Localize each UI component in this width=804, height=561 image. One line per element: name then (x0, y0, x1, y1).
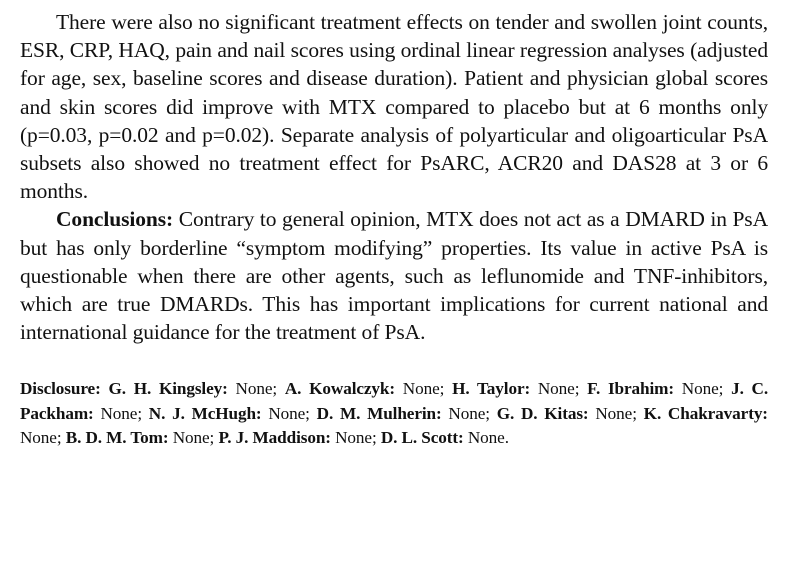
disclosure-author: F. Ibrahim: (587, 379, 675, 399)
disclosure-value: None. (467, 427, 509, 447)
disclosure-author: D. L. Scott: (380, 427, 464, 447)
disclosure-value: None; (335, 427, 377, 447)
disclosure-author: P. J. Maddison: (218, 427, 331, 447)
disclosure-value: None; (172, 427, 215, 447)
disclosure-author: D. M. Mulherin: (316, 403, 442, 423)
disclosure-value: None; (448, 403, 490, 423)
conclusions-text: Contrary to general opinion, MTX does not act as a DMARD in PsA but has only borderline “symptom modifying” properties. Its value in active PsA is questionable when there are other agents, such as leflunomide and TNF-inhibitors, which are true DMARDs. This has important implications for current national and international guidance for the treatment of PsA. (20, 207, 769, 345)
disclosure-value: None; (268, 403, 310, 423)
conclusions-heading: Conclusions: (56, 207, 174, 232)
disclosure-section (20, 377, 768, 450)
conclusions-section (20, 205, 768, 346)
results-section (20, 8, 768, 205)
results-paragraph: There were also no significant treatment effects on tender and swollen joint counts, ESR, CRP, HAQ, pain and nail scores using ordinal linear regression analyses (adjusted for age, sex, baseline scores and disease duration). Patient and physician global scores and skin scores did improve with MTX compared to placebo but at 6 months only (p=0.03, p=0.02 and p=0.02). Separate analysis of polyarticular and oligoarticular PsA subsets also showed no treatment effect for PsARC, ACR20 and DAS28 at 3 or 6 months. (20, 10, 768, 204)
disclosure-value: None; (595, 403, 637, 423)
disclosure-author: B. D. M. Tom: (65, 427, 169, 447)
disclosure-value: None; (537, 379, 580, 399)
disclosure-value: None; (100, 403, 142, 423)
disclosure-value: None; (20, 427, 62, 447)
disclosure-author: G. D. Kitas: (496, 403, 589, 423)
disclosure-author: G. H. Kingsley: (108, 379, 228, 399)
disclosure-author: J. C. Packham: (20, 379, 769, 423)
disclosure-value: None; (402, 379, 445, 399)
disclosure-author: H. Taylor: (452, 379, 531, 399)
disclosure-label: Disclosure: (20, 379, 101, 399)
disclosure-author: K. Chakravarty: (643, 403, 768, 423)
conclusions-paragraph (20, 205, 768, 346)
disclosure-author: A. Kowalczyk: (284, 379, 395, 399)
abstract-page (20, 8, 768, 450)
disclosure-author: N. J. McHugh: (148, 403, 262, 423)
disclosure-value: None; (681, 379, 724, 399)
disclosure-value: None; (235, 379, 278, 399)
